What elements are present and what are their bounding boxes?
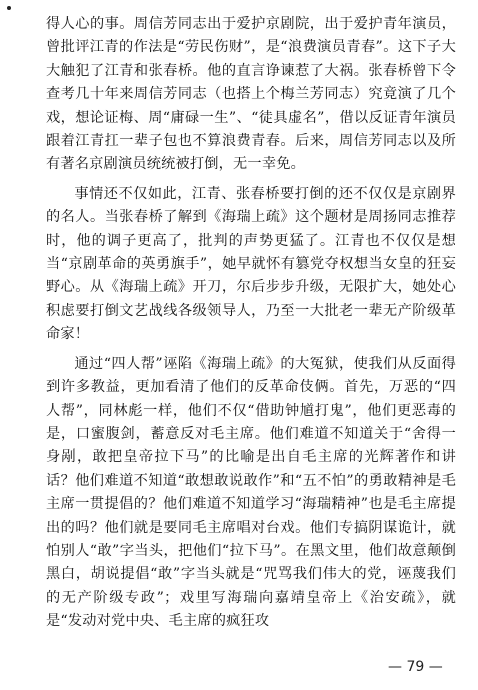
paragraph-continued: 得人心的事。周信芳同志出于爱护京剧院，出于爱护青年演员，曾批评江青的作法是“劳民伤财”，是“浪费演员青春”。这下子大大触犯了江青和张春桥。他的直言诤谏惹了大祸。张春桥曾下令查考几十年来周信芳同志（也搭上个梅兰芳同志）究竟演了几个戏，想论证梅、周“庸碌一生”、“徒具虚名”，借以反证青年演员跟着江青扛一辈子包也不算浪费青春。后来，周信芳同志以及所有著名京剧演员统统被打倒，无一幸免。 bbox=[46, 16, 456, 173]
paragraph: 通过“四人帮”诬陷《海瑞上疏》的大冤狱，使我们从反面得到许多教益，更加看清了他们的反革命伎俩。首先，万恶的“四人帮”，同林彪一样，他们不仅“借助钟馗打鬼”，他们更恶毒的是，口蜜腹剑，蓄意反对毛主席。他们难道不知道关于“舍得一身剐，敢把皇帝拉下马”的比喻是出自毛主席的光辉著作和讲话？他们难道不知道“敢想敢说敢作”和“五不怕”的勇敢精神是毛主席一贯提倡的？他们难道不知道学习“海瑞精神”也是毛主席提出的吗？他们就是要同毛主席唱对台戏。他们专搞阴谋诡计，就怕别人“敢”字当头，把他们“拉下马”。在黑文里，他们故意颠倒黑白，胡说提倡“敢”字当头就是“咒骂我们伟大的党，诬蔑我们的无产阶级专政”；戏里写海瑞向嘉靖皇帝上《治安疏》，就是“发动对党中央、毛主席的疯狂攻 bbox=[46, 355, 456, 630]
paragraph: 事情还不仅如此，江青、张春桥要打倒的还不仅仅是京剧界的名人。当张春桥了解到《海瑞上疏》这个题材是周扬同志推荐时，他的调子更高了，批判的声势更猛了。江青也不仅仅是想当“京剧革命的英勇旗手”，她早就怀有篡党夺权想当女皇的狂妄野心。从《海瑞上疏》开刀，尔后步步升级，无限扩大，她处心积虑要打倒文艺战线各级领导人，乃至一大批老一辈无产阶级革命家！ bbox=[46, 185, 456, 343]
margin-dot bbox=[7, 6, 11, 10]
page-number: — 79 — bbox=[388, 659, 443, 675]
body-text bbox=[46, 13, 456, 640]
